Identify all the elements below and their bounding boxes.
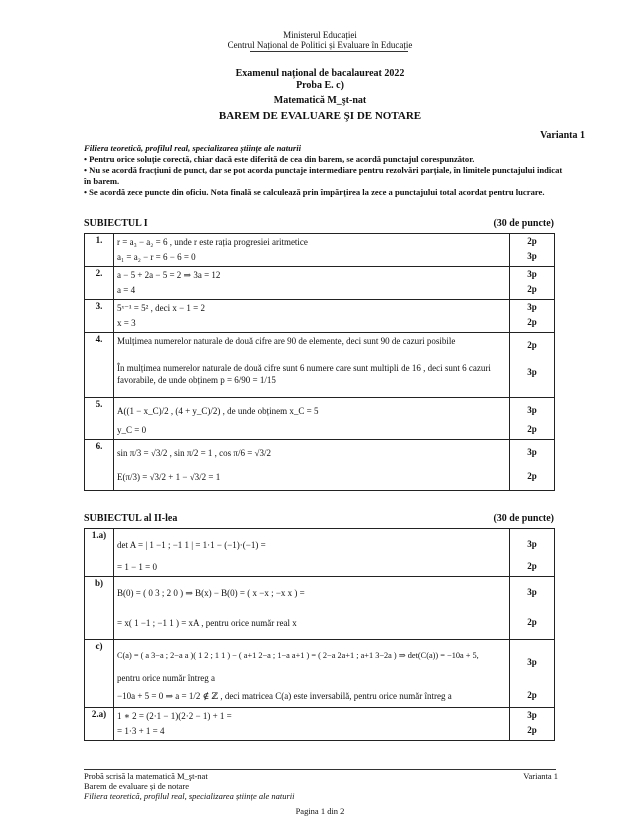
solution-line: = 1·3 + 1 = 4 bbox=[117, 726, 165, 736]
item-number: 4. bbox=[85, 333, 114, 398]
exam-proba: Proba E. c) bbox=[296, 80, 344, 91]
solution-line: B(0) = ( 0 3 ; 2 0 ) ⇒ B(x) − B(0) = ( x −x ; −x x ) = bbox=[117, 588, 305, 598]
note-1: • Pentru orice soluție corectă, chiar dacă este diferită de cea din barem, se acordă punctajul corespunzător. bbox=[84, 154, 475, 164]
item-solution bbox=[114, 440, 510, 491]
note-3: • Se acordă zece puncte din oficiu. Nota finală se calculează prin împărțirea la zece a punctajului total acordat pentru lucrare. bbox=[84, 187, 545, 197]
header-rule bbox=[250, 51, 408, 52]
solution-line: = 1 − 1 = 0 bbox=[117, 562, 157, 572]
item-solution bbox=[114, 577, 510, 640]
item-number: 2. bbox=[85, 267, 114, 300]
exam-subject: Matematică M_şt-nat bbox=[273, 95, 367, 106]
solution-line: E(π/3) = √3/2 + 1 − √3/2 = 1 bbox=[117, 472, 221, 482]
points-value: 3p bbox=[527, 367, 537, 377]
table-row bbox=[85, 577, 555, 640]
note-2: • Nu se acordă fracțiuni de punct, dar se pot acorda punctaje intermediare pentru rezolvări parțiale, în limitele punctajului indicat în barem. bbox=[84, 165, 563, 186]
solution-line: C(a) = ( a 3−a ; 2−a a )( 1 2 ; 1 1 ) − ( a+1 2−a ; 1−a a+1 ) = ( 2−a 2a+1 ; a+1 3−2a ) ⇒ det(C(a)) = −10a + 5, bbox=[117, 651, 479, 660]
item-points bbox=[510, 577, 555, 640]
item-solution bbox=[114, 300, 510, 333]
points-value: 3p bbox=[527, 302, 537, 312]
points-value: 3p bbox=[527, 405, 537, 415]
subiect-1-points: (30 de puncte) bbox=[493, 218, 554, 229]
grading-notes bbox=[84, 143, 564, 198]
variant-label: Varianta 1 bbox=[540, 130, 585, 141]
item-points bbox=[510, 234, 555, 267]
item-points bbox=[510, 300, 555, 333]
ministry-name: Ministerul Educației bbox=[283, 30, 357, 40]
points-value: 3p bbox=[527, 587, 537, 597]
footer-line-2: Barem de evaluare și de notare bbox=[84, 781, 190, 791]
item-points bbox=[510, 440, 555, 491]
footer-info bbox=[84, 771, 295, 801]
exam-title: Examenul național de bacalaureat 2022 bbox=[235, 68, 405, 79]
item-number: b) bbox=[85, 577, 114, 640]
table-row bbox=[85, 640, 555, 708]
solution-line: a − 5 + 2a − 5 = 2 ⇒ 3a = 12 bbox=[117, 270, 221, 280]
points-value: 3p bbox=[527, 657, 537, 667]
points-value: 2p bbox=[527, 561, 537, 571]
filiera-note: Filiera teoretică, profilul real, specializarea științe ale naturii bbox=[84, 143, 301, 153]
solution-line: A((1 − x_C)/2 , (4 + y_C)/2) , de unde obținem x_C = 5 bbox=[117, 406, 319, 416]
center-name: Centrul Național de Politici și Evaluare în Educație bbox=[227, 40, 413, 50]
item-number: 3. bbox=[85, 300, 114, 333]
solution-line: −10a + 5 = 0 ⇒ a = 1/2 ∉ ℤ , deci matricea C(a) este inversabilă, pentru orice număr întreg a bbox=[117, 691, 452, 701]
points-value: 2p bbox=[527, 690, 537, 700]
item-solution bbox=[114, 333, 510, 398]
solution-line: det A = | 1 −1 ; −1 1 | = 1·1 − (−1)·(−1) = bbox=[117, 540, 266, 550]
table-row bbox=[85, 267, 555, 300]
item-number: 1.a) bbox=[85, 529, 114, 577]
item-number: 5. bbox=[85, 398, 114, 440]
solution-line: 1 ∗ 2 = (2·1 − 1)(2·2 − 1) + 1 = bbox=[117, 711, 232, 721]
document-header bbox=[0, 30, 640, 50]
item-points bbox=[510, 267, 555, 300]
solution-line: pentru orice număr întreg a bbox=[117, 673, 215, 683]
subiect-1-table bbox=[84, 233, 555, 491]
solution-line: r = a₃ − a₂ = 6 , unde r este rația progresiei aritmetice bbox=[117, 237, 308, 247]
subiect-1-heading bbox=[84, 218, 554, 229]
solution-line: 5ˣ⁻¹ = 5² , deci x − 1 = 2 bbox=[117, 303, 205, 313]
item-solution bbox=[114, 234, 510, 267]
points-value: 2p bbox=[527, 317, 537, 327]
table-row bbox=[85, 234, 555, 267]
item-number: 1. bbox=[85, 234, 114, 267]
points-value: 2p bbox=[527, 340, 537, 350]
points-value: 3p bbox=[527, 251, 537, 261]
solution-line: sin π/3 = √3/2 , sin π/2 = 1 , cos π/6 = √3/2 bbox=[117, 448, 271, 458]
table-row bbox=[85, 300, 555, 333]
solution-line: x = 3 bbox=[117, 318, 136, 328]
subiect-2-table bbox=[84, 528, 555, 741]
solution-line: Mulțimea numerelor naturale de două cifre are 90 de elemente, deci sunt 90 de cazuri posibile bbox=[117, 336, 456, 346]
footer-variant: Varianta 1 bbox=[523, 771, 558, 781]
points-value: 2p bbox=[527, 725, 537, 735]
subiect-2-points: (30 de puncte) bbox=[493, 513, 554, 524]
points-value: 3p bbox=[527, 269, 537, 279]
table-row bbox=[85, 529, 555, 577]
footer-rule bbox=[84, 769, 556, 770]
points-value: 2p bbox=[527, 424, 537, 434]
table-row bbox=[85, 708, 555, 741]
item-points bbox=[510, 398, 555, 440]
points-value: 2p bbox=[527, 617, 537, 627]
item-solution bbox=[114, 267, 510, 300]
points-value: 2p bbox=[527, 471, 537, 481]
table-row bbox=[85, 333, 555, 398]
item-solution bbox=[114, 640, 510, 708]
footer-line-3: Filiera teoretică, profilul real, specializarea științe ale naturii bbox=[84, 791, 295, 801]
points-value: 3p bbox=[527, 447, 537, 457]
points-value: 2p bbox=[527, 284, 537, 294]
barem-title: BAREM DE EVALUARE ŞI DE NOTARE bbox=[218, 110, 422, 122]
table-row bbox=[85, 398, 555, 440]
solution-line: = x( 1 −1 ; −1 1 ) = xA , pentru orice număr real x bbox=[117, 618, 297, 628]
item-points bbox=[510, 333, 555, 398]
subiect-2-title: SUBIECTUL al II-lea bbox=[84, 513, 178, 524]
item-points bbox=[510, 708, 555, 741]
item-solution bbox=[114, 708, 510, 741]
item-number: 6. bbox=[85, 440, 114, 491]
item-points bbox=[510, 640, 555, 708]
points-value: 2p bbox=[527, 236, 537, 246]
table-row bbox=[85, 440, 555, 491]
points-value: 3p bbox=[527, 710, 537, 720]
solution-line: În mulțimea numerelor naturale de două cifre sunt 6 numere care sunt multipli de 16 , deci sunt 6 cazuri favorabile, de unde obținem p = 6/90 = 1/15 bbox=[117, 363, 491, 385]
item-points bbox=[510, 529, 555, 577]
solution-line: a = 4 bbox=[117, 285, 136, 295]
item-number: 2.a) bbox=[85, 708, 114, 741]
points-value: 3p bbox=[527, 539, 537, 549]
solution-line: y_C = 0 bbox=[117, 425, 147, 435]
footer-line-1: Probă scrisă la matematică M_şt-nat bbox=[84, 771, 208, 781]
item-number: c) bbox=[85, 640, 114, 708]
page-number: Pagina 1 din 2 bbox=[295, 806, 345, 816]
item-solution bbox=[114, 398, 510, 440]
solution-line: a₁ = a₂ − r = 6 − 6 = 0 bbox=[117, 252, 196, 262]
item-solution bbox=[114, 529, 510, 577]
subiect-2-heading bbox=[84, 513, 554, 524]
subiect-1-title: SUBIECTUL I bbox=[84, 218, 148, 229]
